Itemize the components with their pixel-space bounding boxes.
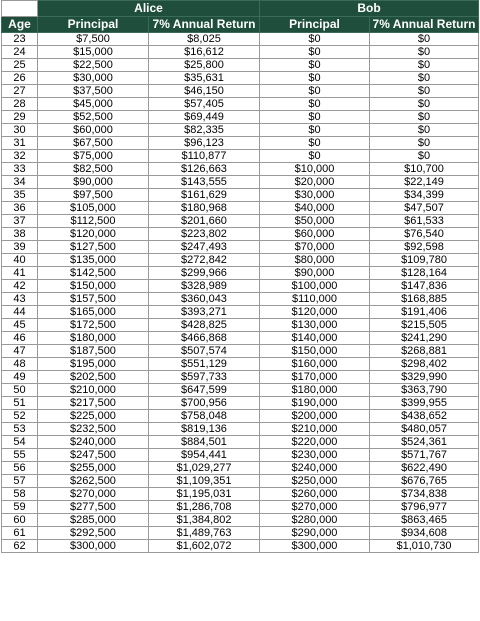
age-cell[interactable]: 30 — [2, 124, 38, 137]
bob-principal-cell[interactable]: $170,000 — [260, 371, 370, 384]
bob-return-cell[interactable]: $241,290 — [370, 332, 479, 345]
column-header-alice-principal: Principal — [38, 17, 149, 33]
alice-return-cell[interactable]: $1,029,277 — [149, 462, 260, 475]
bob-principal-cell[interactable]: $300,000 — [260, 540, 370, 553]
bob-principal-cell[interactable]: $250,000 — [260, 475, 370, 488]
bob-return-cell[interactable]: $0 — [370, 111, 479, 124]
alice-principal-cell[interactable]: $300,000 — [38, 540, 149, 553]
age-cell[interactable]: 27 — [2, 85, 38, 98]
column-header-alice-return: 7% Annual Return — [149, 17, 260, 33]
alice-principal-cell[interactable]: $217,500 — [38, 397, 149, 410]
bob-return-cell[interactable]: $10,700 — [370, 163, 479, 176]
bob-return-cell[interactable]: $0 — [370, 59, 479, 72]
alice-return-cell[interactable]: $25,800 — [149, 59, 260, 72]
table-row — [2, 163, 479, 176]
bob-return-cell[interactable]: $622,490 — [370, 462, 479, 475]
alice-return-cell[interactable]: $161,629 — [149, 189, 260, 202]
bob-principal-cell[interactable]: $0 — [260, 124, 370, 137]
table-row — [2, 449, 479, 462]
age-cell[interactable]: 38 — [2, 228, 38, 241]
age-cell[interactable]: 32 — [2, 150, 38, 163]
bob-return-cell[interactable]: $524,361 — [370, 436, 479, 449]
alice-return-cell[interactable]: $1,384,802 — [149, 514, 260, 527]
group-header-row — [2, 1, 479, 17]
bob-principal-cell[interactable]: $230,000 — [260, 449, 370, 462]
table-row — [2, 124, 479, 137]
table-row — [2, 280, 479, 293]
age-cell[interactable]: 61 — [2, 527, 38, 540]
table-row — [2, 241, 479, 254]
alice-principal-cell[interactable]: $247,500 — [38, 449, 149, 462]
table-row — [2, 345, 479, 358]
table-row — [2, 501, 479, 514]
age-cell[interactable]: 49 — [2, 371, 38, 384]
bob-return-cell[interactable]: $0 — [370, 33, 479, 46]
column-header-row — [2, 17, 479, 33]
bob-principal-cell[interactable]: $60,000 — [260, 228, 370, 241]
age-cell[interactable]: 56 — [2, 462, 38, 475]
bob-principal-cell[interactable]: $80,000 — [260, 254, 370, 267]
alice-principal-cell[interactable]: $157,500 — [38, 293, 149, 306]
bob-return-cell[interactable]: $147,836 — [370, 280, 479, 293]
alice-principal-cell[interactable]: $172,500 — [38, 319, 149, 332]
age-cell[interactable]: 33 — [2, 163, 38, 176]
column-header-bob-return: 7% Annual Return — [370, 17, 479, 33]
alice-return-cell[interactable]: $1,195,031 — [149, 488, 260, 501]
alice-return-cell[interactable]: $328,989 — [149, 280, 260, 293]
alice-return-cell[interactable]: $143,555 — [149, 176, 260, 189]
group-header-alice: Alice — [38, 1, 260, 17]
bob-return-cell[interactable]: $168,885 — [370, 293, 479, 306]
age-cell[interactable]: 62 — [2, 540, 38, 553]
alice-principal-cell[interactable]: $45,000 — [38, 98, 149, 111]
table-row — [2, 397, 479, 410]
bob-return-cell[interactable]: $298,402 — [370, 358, 479, 371]
bob-return-cell[interactable]: $796,977 — [370, 501, 479, 514]
bob-return-cell[interactable]: $215,505 — [370, 319, 479, 332]
table-row — [2, 423, 479, 436]
age-cell[interactable]: 26 — [2, 72, 38, 85]
table-row — [2, 98, 479, 111]
bob-principal-cell[interactable]: $180,000 — [260, 384, 370, 397]
age-cell[interactable]: 46 — [2, 332, 38, 345]
table-row — [2, 410, 479, 423]
age-cell[interactable]: 44 — [2, 306, 38, 319]
alice-return-cell[interactable]: $466,868 — [149, 332, 260, 345]
alice-principal-cell[interactable]: $22,500 — [38, 59, 149, 72]
age-cell[interactable]: 47 — [2, 345, 38, 358]
alice-return-cell[interactable]: $16,612 — [149, 46, 260, 59]
alice-principal-cell[interactable]: $225,000 — [38, 410, 149, 423]
alice-return-cell[interactable]: $223,802 — [149, 228, 260, 241]
bob-return-cell[interactable]: $438,652 — [370, 410, 479, 423]
bob-principal-cell[interactable]: $20,000 — [260, 176, 370, 189]
table-row — [2, 33, 479, 46]
table-row — [2, 267, 479, 280]
alice-principal-cell[interactable]: $202,500 — [38, 371, 149, 384]
alice-principal-cell[interactable]: $90,000 — [38, 176, 149, 189]
alice-return-cell[interactable]: $1,602,072 — [149, 540, 260, 553]
table-row — [2, 215, 479, 228]
alice-principal-cell[interactable]: $82,500 — [38, 163, 149, 176]
bob-return-cell[interactable]: $0 — [370, 46, 479, 59]
age-cell[interactable]: 39 — [2, 241, 38, 254]
alice-principal-cell[interactable]: $180,000 — [38, 332, 149, 345]
table-row — [2, 514, 479, 527]
alice-return-cell[interactable]: $1,286,708 — [149, 501, 260, 514]
table-row — [2, 72, 479, 85]
bob-principal-cell[interactable]: $290,000 — [260, 527, 370, 540]
bob-principal-cell[interactable]: $0 — [260, 46, 370, 59]
bob-return-cell[interactable]: $109,780 — [370, 254, 479, 267]
table-row — [2, 293, 479, 306]
bob-return-cell[interactable]: $329,990 — [370, 371, 479, 384]
alice-principal-cell[interactable]: $105,000 — [38, 202, 149, 215]
bob-return-cell[interactable]: $0 — [370, 72, 479, 85]
bob-return-cell[interactable]: $480,057 — [370, 423, 479, 436]
bob-principal-cell[interactable]: $270,000 — [260, 501, 370, 514]
alice-return-cell[interactable]: $46,150 — [149, 85, 260, 98]
alice-return-cell[interactable]: $819,136 — [149, 423, 260, 436]
table-row — [2, 371, 479, 384]
table-row — [2, 319, 479, 332]
age-cell[interactable]: 28 — [2, 98, 38, 111]
alice-principal-cell[interactable]: $120,000 — [38, 228, 149, 241]
alice-principal-cell[interactable]: $285,000 — [38, 514, 149, 527]
alice-principal-cell[interactable]: $127,500 — [38, 241, 149, 254]
investment-comparison-table — [1, 0, 479, 553]
alice-return-cell[interactable]: $69,449 — [149, 111, 260, 124]
bob-return-cell[interactable]: $0 — [370, 98, 479, 111]
table-row — [2, 475, 479, 488]
alice-principal-cell[interactable]: $15,000 — [38, 46, 149, 59]
alice-return-cell[interactable]: $507,574 — [149, 345, 260, 358]
bob-return-cell[interactable]: $22,149 — [370, 176, 479, 189]
bob-principal-cell[interactable]: $0 — [260, 59, 370, 72]
bob-principal-cell[interactable]: $140,000 — [260, 332, 370, 345]
table-row — [2, 488, 479, 501]
table-row — [2, 202, 479, 215]
table-row — [2, 527, 479, 540]
alice-return-cell[interactable]: $57,405 — [149, 98, 260, 111]
age-cell[interactable]: 58 — [2, 488, 38, 501]
bob-principal-cell[interactable]: $120,000 — [260, 306, 370, 319]
age-cell[interactable]: 48 — [2, 358, 38, 371]
bob-principal-cell[interactable]: $240,000 — [260, 462, 370, 475]
table-row — [2, 462, 479, 475]
table-row — [2, 111, 479, 124]
alice-principal-cell[interactable]: $255,000 — [38, 462, 149, 475]
alice-return-cell[interactable]: $8,025 — [149, 33, 260, 46]
table-body — [2, 33, 479, 553]
alice-principal-cell[interactable]: $67,500 — [38, 137, 149, 150]
age-cell[interactable]: 45 — [2, 319, 38, 332]
age-cell[interactable]: 25 — [2, 59, 38, 72]
alice-principal-cell[interactable]: $75,000 — [38, 150, 149, 163]
alice-return-cell[interactable]: $360,043 — [149, 293, 260, 306]
table-row — [2, 306, 479, 319]
bob-return-cell[interactable]: $76,540 — [370, 228, 479, 241]
bob-return-cell[interactable]: $863,465 — [370, 514, 479, 527]
alice-principal-cell[interactable]: $277,500 — [38, 501, 149, 514]
bob-return-cell[interactable]: $47,507 — [370, 202, 479, 215]
age-cell[interactable]: 55 — [2, 449, 38, 462]
group-header-bob: Bob — [260, 1, 479, 17]
age-cell[interactable]: 51 — [2, 397, 38, 410]
bob-principal-cell[interactable]: $10,000 — [260, 163, 370, 176]
bob-principal-cell[interactable]: $110,000 — [260, 293, 370, 306]
bob-principal-cell[interactable]: $260,000 — [260, 488, 370, 501]
age-cell[interactable]: 52 — [2, 410, 38, 423]
alice-return-cell[interactable]: $110,877 — [149, 150, 260, 163]
bob-principal-cell[interactable]: $0 — [260, 98, 370, 111]
bob-return-cell[interactable]: $0 — [370, 150, 479, 163]
table-row — [2, 150, 479, 163]
alice-principal-cell[interactable]: $142,500 — [38, 267, 149, 280]
age-cell[interactable]: 41 — [2, 267, 38, 280]
age-cell[interactable]: 54 — [2, 436, 38, 449]
alice-return-cell[interactable]: $299,966 — [149, 267, 260, 280]
column-header-bob-principal: Principal — [260, 17, 370, 33]
alice-return-cell[interactable]: $884,501 — [149, 436, 260, 449]
bob-principal-cell[interactable]: $50,000 — [260, 215, 370, 228]
age-cell[interactable]: 43 — [2, 293, 38, 306]
bob-return-cell[interactable]: $676,765 — [370, 475, 479, 488]
alice-principal-cell[interactable]: $195,000 — [38, 358, 149, 371]
bob-return-cell[interactable]: $191,406 — [370, 306, 479, 319]
alice-return-cell[interactable]: $272,842 — [149, 254, 260, 267]
age-cell[interactable]: 42 — [2, 280, 38, 293]
alice-principal-cell[interactable]: $7,500 — [38, 33, 149, 46]
alice-principal-cell[interactable]: $210,000 — [38, 384, 149, 397]
table-row — [2, 384, 479, 397]
alice-return-cell[interactable]: $700,956 — [149, 397, 260, 410]
alice-return-cell[interactable]: $180,968 — [149, 202, 260, 215]
bob-return-cell[interactable]: $0 — [370, 85, 479, 98]
age-cell[interactable]: 37 — [2, 215, 38, 228]
corner-cell — [2, 1, 38, 17]
bob-return-cell[interactable]: $734,838 — [370, 488, 479, 501]
alice-principal-cell[interactable]: $262,500 — [38, 475, 149, 488]
table-row — [2, 540, 479, 553]
age-cell[interactable]: 31 — [2, 137, 38, 150]
table-row — [2, 332, 479, 345]
bob-principal-cell[interactable]: $70,000 — [260, 241, 370, 254]
bob-principal-cell[interactable]: $90,000 — [260, 267, 370, 280]
alice-return-cell[interactable]: $201,660 — [149, 215, 260, 228]
bob-principal-cell[interactable]: $160,000 — [260, 358, 370, 371]
alice-principal-cell[interactable]: $232,500 — [38, 423, 149, 436]
alice-return-cell[interactable]: $551,129 — [149, 358, 260, 371]
bob-principal-cell[interactable]: $210,000 — [260, 423, 370, 436]
age-cell[interactable]: 59 — [2, 501, 38, 514]
age-cell[interactable]: 34 — [2, 176, 38, 189]
bob-principal-cell[interactable]: $200,000 — [260, 410, 370, 423]
bob-principal-cell[interactable]: $0 — [260, 72, 370, 85]
alice-return-cell[interactable]: $597,733 — [149, 371, 260, 384]
bob-return-cell[interactable]: $128,164 — [370, 267, 479, 280]
alice-principal-cell[interactable]: $187,500 — [38, 345, 149, 358]
alice-return-cell[interactable]: $126,663 — [149, 163, 260, 176]
table-row — [2, 85, 479, 98]
age-cell[interactable]: 36 — [2, 202, 38, 215]
table-row — [2, 436, 479, 449]
age-cell[interactable]: 57 — [2, 475, 38, 488]
age-cell[interactable]: 23 — [2, 33, 38, 46]
age-cell[interactable]: 60 — [2, 514, 38, 527]
table-row — [2, 46, 479, 59]
table-row — [2, 189, 479, 202]
age-cell[interactable]: 50 — [2, 384, 38, 397]
table-row — [2, 254, 479, 267]
table-row — [2, 228, 479, 241]
alice-principal-cell[interactable]: $135,000 — [38, 254, 149, 267]
bob-principal-cell[interactable]: $30,000 — [260, 189, 370, 202]
alice-return-cell[interactable]: $428,825 — [149, 319, 260, 332]
age-cell[interactable]: 40 — [2, 254, 38, 267]
bob-return-cell[interactable]: $268,881 — [370, 345, 479, 358]
bob-return-cell[interactable]: $0 — [370, 137, 479, 150]
bob-return-cell[interactable]: $399,955 — [370, 397, 479, 410]
age-cell[interactable]: 29 — [2, 111, 38, 124]
bob-principal-cell[interactable]: $150,000 — [260, 345, 370, 358]
bob-return-cell[interactable]: $34,399 — [370, 189, 479, 202]
age-cell[interactable]: 35 — [2, 189, 38, 202]
bob-principal-cell[interactable]: $0 — [260, 85, 370, 98]
bob-return-cell[interactable]: $61,533 — [370, 215, 479, 228]
bob-principal-cell[interactable]: $220,000 — [260, 436, 370, 449]
age-cell[interactable]: 24 — [2, 46, 38, 59]
bob-return-cell[interactable]: $363,790 — [370, 384, 479, 397]
bob-return-cell[interactable]: $0 — [370, 124, 479, 137]
alice-principal-cell[interactable]: $30,000 — [38, 72, 149, 85]
alice-return-cell[interactable]: $35,631 — [149, 72, 260, 85]
alice-principal-cell[interactable]: $150,000 — [38, 280, 149, 293]
alice-return-cell[interactable]: $1,489,763 — [149, 527, 260, 540]
table-row — [2, 358, 479, 371]
alice-principal-cell[interactable]: $52,500 — [38, 111, 149, 124]
table-row — [2, 176, 479, 189]
alice-principal-cell[interactable]: $240,000 — [38, 436, 149, 449]
bob-return-cell[interactable]: $1,010,730 — [370, 540, 479, 553]
bob-principal-cell[interactable]: $0 — [260, 111, 370, 124]
alice-principal-cell[interactable]: $112,500 — [38, 215, 149, 228]
alice-return-cell[interactable]: $247,493 — [149, 241, 260, 254]
alice-return-cell[interactable]: $393,271 — [149, 306, 260, 319]
bob-principal-cell[interactable]: $0 — [260, 137, 370, 150]
bob-principal-cell[interactable]: $130,000 — [260, 319, 370, 332]
bob-return-cell[interactable]: $571,767 — [370, 449, 479, 462]
table-row — [2, 59, 479, 72]
bob-principal-cell[interactable]: $100,000 — [260, 280, 370, 293]
table-row — [2, 137, 479, 150]
column-header-age: Age — [2, 17, 38, 33]
alice-principal-cell[interactable]: $37,500 — [38, 85, 149, 98]
bob-principal-cell[interactable]: $0 — [260, 150, 370, 163]
alice-return-cell[interactable]: $1,109,351 — [149, 475, 260, 488]
alice-principal-cell[interactable]: $97,500 — [38, 189, 149, 202]
bob-principal-cell[interactable]: $280,000 — [260, 514, 370, 527]
bob-principal-cell[interactable]: $190,000 — [260, 397, 370, 410]
alice-principal-cell[interactable]: $270,000 — [38, 488, 149, 501]
bob-return-cell[interactable]: $92,598 — [370, 241, 479, 254]
alice-return-cell[interactable]: $758,048 — [149, 410, 260, 423]
alice-principal-cell[interactable]: $292,500 — [38, 527, 149, 540]
alice-principal-cell[interactable]: $60,000 — [38, 124, 149, 137]
alice-return-cell[interactable]: $96,123 — [149, 137, 260, 150]
bob-principal-cell[interactable]: $0 — [260, 33, 370, 46]
alice-return-cell[interactable]: $647,599 — [149, 384, 260, 397]
bob-return-cell[interactable]: $934,608 — [370, 527, 479, 540]
alice-return-cell[interactable]: $82,335 — [149, 124, 260, 137]
alice-return-cell[interactable]: $954,441 — [149, 449, 260, 462]
alice-principal-cell[interactable]: $165,000 — [38, 306, 149, 319]
age-cell[interactable]: 53 — [2, 423, 38, 436]
bob-principal-cell[interactable]: $40,000 — [260, 202, 370, 215]
